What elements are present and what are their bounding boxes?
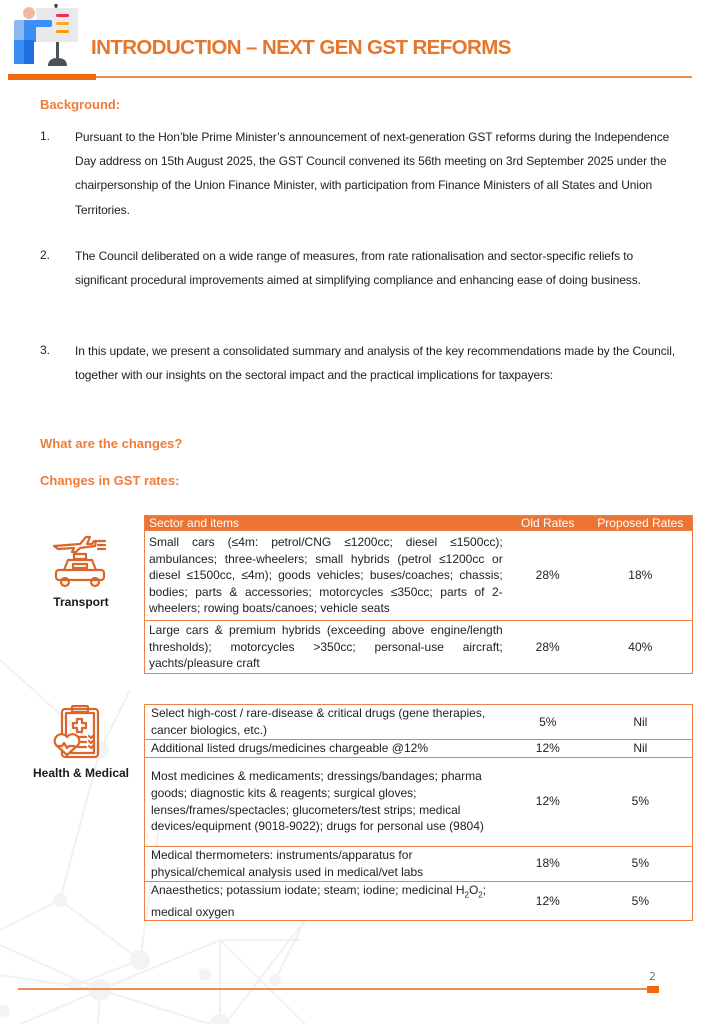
- old-rate-cell: 12%: [507, 881, 589, 921]
- background-heading: Background:: [40, 97, 121, 112]
- table-row: [145, 740, 693, 758]
- proposed-rate-cell: Nil: [589, 705, 693, 740]
- footer-divider: [18, 988, 648, 990]
- sector-label-health-medical: Health & Medical: [32, 766, 130, 780]
- paragraph-number: 3.: [40, 343, 51, 357]
- page-title: INTRODUCTION – NEXT GEN GST REFORMS: [91, 36, 511, 59]
- rates-table-health-medical: [144, 704, 693, 921]
- items-cell: Medical thermometers: instruments/apparatus for physical/chemical analysis used in medical/vet labs: [145, 846, 507, 881]
- items-cell: Select high-cost / rare-disease & critical drugs (gene therapies, cancer biologics, etc.): [145, 705, 507, 740]
- column-header-sector: Sector and items: [145, 516, 507, 531]
- paragraph-text: The Council deliberated on a wide range of measures, from rate rationalisation and sector-specific reliefs to significant procedural improvements aimed at simplifying compliance and enhancing ease of doing business.: [75, 249, 641, 288]
- old-rate-cell: 28%: [507, 621, 589, 674]
- column-header-old-rates: Old Rates: [507, 516, 589, 531]
- proposed-rate-cell: 5%: [589, 757, 693, 846]
- table-row: [145, 881, 693, 921]
- paragraph-number: 1.: [40, 129, 51, 143]
- transport-plane-car-icon: [50, 534, 108, 590]
- paragraph-text: In this update, we present a consolidated summary and analysis of the key recommendations made by the Council, together with our insights on the sectoral impact and the practical implications for taxpayers:: [75, 344, 675, 383]
- changes-heading: What are the changes?: [40, 436, 183, 451]
- paragraph-number: 2.: [40, 248, 51, 262]
- presentation-board-icon: [10, 4, 80, 66]
- old-rate-cell: 18%: [507, 846, 589, 881]
- proposed-rate-cell: Nil: [589, 740, 693, 758]
- table-header-row: [145, 516, 693, 531]
- old-rate-cell: 5%: [507, 705, 589, 740]
- items-cell: Most medicines & medicaments; dressings/bandages; pharma goods; diagnostic kits & reagents; surgical gloves; lenses/frames/spectacles; glucometers/test strips; medical devices/equipment (9018-9022); drugs for personal use (9804): [145, 757, 507, 846]
- rates-table-transport: [144, 515, 693, 674]
- items-cell: Anaesthetics; potassium iodate; steam; iodine; medicinal $H_2O_2$; medical oxygen: [145, 881, 507, 921]
- proposed-rate-cell: 5%: [589, 846, 693, 881]
- column-header-proposed-rates: Proposed Rates: [589, 516, 693, 531]
- title-divider: [8, 76, 692, 78]
- footer-accent-mark: [647, 986, 659, 993]
- old-rate-cell: 28%: [507, 531, 589, 621]
- paragraph-text: Pursuant to the Hon’ble Prime Minister’s announcement of next-generation GST reforms during the Independence Day address on 15th August 2025, the GST Council convened its 56th meeting on 3rd September 2025 under the chairpersonship of the Union Finance Minister, with participation from Finance Ministers of all States and Union Territories.: [75, 130, 670, 217]
- table-row: [145, 757, 693, 846]
- items-cell: Large cars & premium hybrids (exceeding above engine/length thresholds); motorcycles >350cc; personal-use aircraft; yachts/pleasure craft: [145, 621, 507, 674]
- title-accent-bar: [8, 74, 96, 80]
- proposed-rate-cell: 5%: [589, 881, 693, 921]
- proposed-rate-cell: 18%: [589, 531, 693, 621]
- sector-label-transport: Transport: [53, 595, 109, 609]
- page-number: 2: [649, 970, 656, 983]
- items-cell: Small cars (≤4m: petrol/CNG ≤1200cc; diesel ≤1500cc); ambulances; three-wheelers; small hybrids (petrol ≤1200cc or diesel ≤1500cc, ≤4m); goods vehicles; buses/coaches; chassis; bodies; parts & accessories; motorcycles ≤350cc; parts of 2-wheelers; rowing boats/canoes; vehicle seats: [145, 531, 507, 621]
- proposed-rate-cell: 40%: [589, 621, 693, 674]
- table-row: [145, 531, 693, 621]
- table-row: [145, 846, 693, 881]
- old-rate-cell: 12%: [507, 740, 589, 758]
- table-row: [145, 621, 693, 674]
- medical-clipboard-heart-icon: [52, 705, 100, 761]
- table-row: [145, 705, 693, 740]
- gst-rates-heading: Changes in GST rates:: [40, 473, 180, 488]
- items-cell: Additional listed drugs/medicines chargeable @12%: [145, 740, 507, 758]
- old-rate-cell: 12%: [507, 757, 589, 846]
